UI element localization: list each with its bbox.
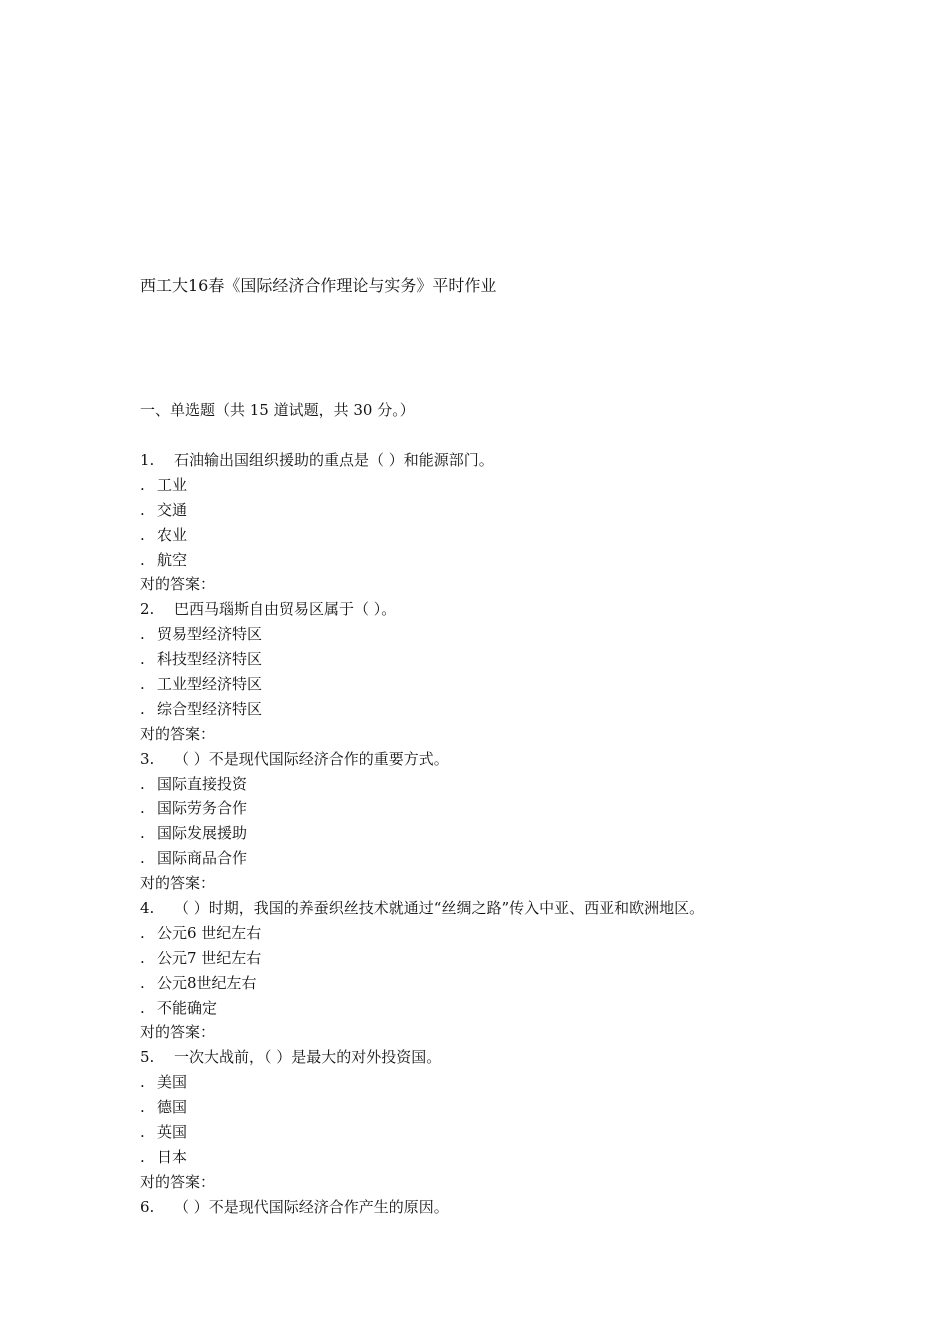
question-6 [140, 1195, 920, 1220]
question-number: 3. [140, 749, 155, 768]
option-text: 英国 [157, 1123, 188, 1142]
option-item [140, 1120, 920, 1145]
question-text: 巴西马瑙斯自由贸易区属于（ ）。 [174, 600, 397, 619]
option-item [140, 647, 920, 672]
option-marker: . [140, 500, 145, 519]
option-marker: . [140, 1123, 145, 1142]
answer-label: 对的答案： [140, 1172, 216, 1191]
section-heading: 一、单选题（共 15 道试题，共 30 分。） [140, 401, 415, 419]
question-number: 4. [140, 899, 155, 918]
option-text: 德国 [157, 1098, 188, 1117]
question-number: 6. [140, 1197, 155, 1216]
option-item [140, 1145, 920, 1170]
option-item [140, 523, 920, 548]
option-text: 公元8世纪左右 [157, 973, 257, 992]
option-marker: . [140, 1073, 145, 1092]
answer-label: 对的答案： [140, 1023, 216, 1042]
answer-label: 对的答案： [140, 724, 216, 743]
option-text: 科技型经济特区 [157, 650, 263, 669]
option-item [140, 996, 920, 1021]
option-item [140, 1070, 920, 1095]
answer-label: 对的答案： [140, 874, 216, 893]
option-marker: . [140, 849, 145, 868]
option-marker: . [140, 998, 145, 1017]
option-marker: . [140, 1147, 145, 1166]
option-item [140, 921, 920, 946]
option-text: 贸易型经济特区 [157, 625, 263, 644]
option-item [140, 498, 920, 523]
option-item [140, 697, 920, 722]
option-text: 美国 [157, 1073, 188, 1092]
option-text: 不能确定 [157, 998, 218, 1017]
option-item [140, 846, 920, 871]
question-4 [140, 896, 920, 921]
answer-label: 对的答案： [140, 575, 216, 594]
option-item [140, 796, 920, 821]
option-item [140, 672, 920, 697]
question-number: 5. [140, 1048, 155, 1067]
option-text: 国际直接投资 [157, 774, 248, 793]
question-text: （ ）不是现代国际经济合作的重要方式。 [174, 749, 449, 768]
option-marker: . [140, 699, 145, 718]
question-3 [140, 747, 920, 772]
option-marker: . [140, 923, 145, 942]
option-text: 农业 [157, 525, 188, 544]
option-item [140, 821, 920, 846]
question-text: （ ）时期，我国的养蚕织丝技术就通过“丝绸之路”传入中亚、西亚和欧洲地区。 [174, 899, 705, 918]
option-marker: . [140, 650, 145, 669]
question-5 [140, 1045, 920, 1070]
option-text: 交通 [157, 500, 188, 519]
option-item [140, 971, 920, 996]
option-marker: . [140, 550, 145, 569]
option-text: 国际商品合作 [157, 849, 248, 868]
option-item [140, 622, 920, 647]
option-marker: . [140, 774, 145, 793]
option-marker: . [140, 799, 145, 818]
option-marker: . [140, 675, 145, 694]
option-text: 国际发展援助 [157, 824, 248, 843]
option-text: 公元6 世纪左右 [157, 923, 262, 942]
question-list [140, 448, 920, 1220]
question-2 [140, 597, 920, 622]
question-text: （ ）不是现代国际经济合作产生的原因。 [174, 1197, 449, 1216]
question-number: 1. [140, 451, 155, 469]
option-text: 工业 [157, 475, 188, 494]
option-item [140, 473, 920, 498]
option-text: 公元7 世纪左右 [157, 948, 262, 967]
option-marker: . [140, 973, 145, 992]
option-marker: . [140, 525, 145, 544]
option-item [140, 946, 920, 971]
option-item [140, 548, 920, 573]
document-title: 西工大16春《国际经济合作理论与实务》平时作业 [140, 276, 497, 295]
option-text: 国际劳务合作 [157, 799, 248, 818]
option-text: 航空 [157, 550, 188, 569]
option-marker: . [140, 1098, 145, 1117]
option-text: 工业型经济特区 [157, 675, 263, 694]
question-1 [140, 448, 920, 473]
question-number: 2. [140, 600, 155, 619]
question-text: 一次大战前，（ ）是最大的对外投资国。 [174, 1048, 442, 1067]
option-item [140, 772, 920, 797]
option-marker: . [140, 824, 145, 843]
option-marker: . [140, 948, 145, 967]
option-text: 综合型经济特区 [157, 699, 263, 718]
option-marker: . [140, 625, 145, 644]
option-item [140, 1095, 920, 1120]
question-text: 石油输出国组织援助的重点是（ ）和能源部门。 [174, 451, 494, 469]
option-marker: . [140, 475, 145, 494]
option-text: 日本 [157, 1147, 188, 1166]
